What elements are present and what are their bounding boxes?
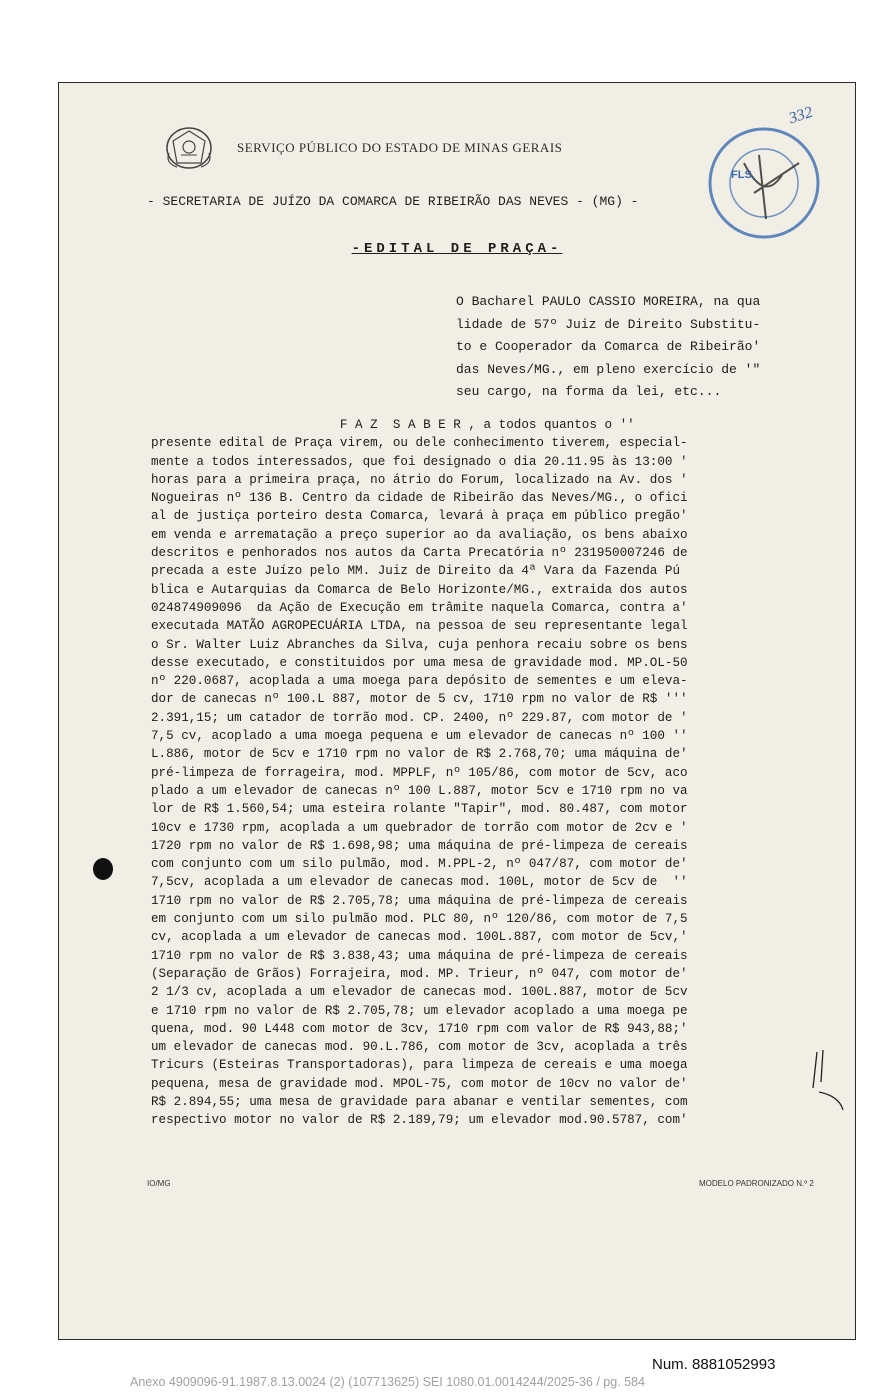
body-line: plado a um elevador de canecas nº 100 L.887, motor 5cv e 1710 rpm no va [151, 783, 688, 798]
body-line: 024874909096 da Ação de Execução em trâmite naquela Comarca, contra a' [151, 600, 688, 615]
preamble-line: seu cargo, na forma da lei, etc... [456, 384, 722, 399]
body-text [151, 416, 841, 1130]
body-line: precada a este Juízo pelo MM. Juiz de Direito da 4ª Vara da Fazenda Pú [151, 564, 681, 579]
body-line: R$ 2.894,55; uma mesa de gravidade para abanar e ventilar sementes, com [151, 1094, 688, 1109]
punch-hole [93, 858, 113, 880]
body-line: pequena, mesa de gravidade mod. MPOL-75, com motor de 10cv no valor de' [151, 1076, 688, 1091]
service-title: SERVIÇO PÚBLICO DO ESTADO DE MINAS GERAIS [237, 140, 563, 155]
body-line: cv, acoplada a um elevador de canecas mod. 100L.887, com motor de 5cv,' [151, 930, 688, 945]
document-page [58, 82, 856, 1340]
body-line: al de justiça porteiro desta Comarca, levará à praça em público pregão' [151, 509, 688, 524]
body-line: quena, mod. 90 L448 com motor de 3cv, 1710 rpm com valor de R$ 943,88;' [151, 1021, 688, 1036]
body-line: blica e Autarquias da Comarca de Belo Horizonte/MG., extraida dos autos [151, 582, 688, 597]
body-line: respectivo motor no valor de R$ 2.189,79; um elevador mod.90.5787, com' [151, 1113, 688, 1128]
secretaria-line: - SECRETARIA DE JUÍZO DA COMARCA DE RIBEIRÃO DAS NEVES - (MG) - [147, 194, 639, 209]
body-line: 7,5 cv, acoplado a uma moega pequena e um elevador de canecas nº 100 '' [151, 729, 688, 744]
body-line: 7,5cv, acoplada a um elevador de canecas mod. 100L, motor de 5cv de '' [151, 875, 688, 890]
body-line: um elevador de canecas mod. 90.L.786, com motor de 3cv, acoplada a três [151, 1040, 688, 1055]
body-line: lor de R$ 1.560,54; uma esteira rolante "Tapir", mod. 80.487, com motor [151, 802, 688, 817]
preamble-line: lidade de 57º Juiz de Direito Substitu- [456, 316, 761, 332]
annex-footer: Anexo 4909096-91.1987.8.13.0024 (2) (107713625) SEI 1080.01.0014244/2025-36 / pg. 584 [130, 1375, 646, 1389]
body-line: com conjunto com um silo pulmão, mod. M.PPL-2, nº 047/87, com motor de' [151, 857, 688, 872]
margin-signature-icon [809, 1048, 849, 1118]
body-line: 1710 rpm no valor de R$ 3.838,43; uma máquina de pré-limpeza de cereais [151, 948, 688, 963]
body-line: descritos e penhorados nos autos da Carta Precatória nº 231950007246 de [151, 546, 688, 561]
body-line: presente edital de Praça virem, ou dele conhecimento tiverem, especial- [151, 436, 688, 451]
letterhead [159, 123, 562, 173]
preamble-line: O Bacharel PAULO CASSIO MOREIRA, na qua [456, 294, 761, 309]
body-line: e 1710 rpm no valor de R$ 2.705,78; um elevador acoplado a uma moega pe [151, 1003, 688, 1018]
body-line: em venda e arrematação a preço superior ao da avaliação, os bens abaixo [151, 527, 688, 542]
stamp-page-number: 332 [786, 103, 815, 128]
form-code: IO/MG [147, 1179, 171, 1188]
document-title: -EDITAL DE PRAÇA- [351, 241, 563, 257]
body-line: F A Z S A B E R , a todos quantos o '' [151, 418, 635, 432]
preamble [456, 291, 836, 404]
body-line: 10cv e 1730 rpm, acoplada a um quebrador de torrão com motor de 2cv e ' [151, 820, 688, 835]
model-label: MODELO PADRONIZADO N.º 2 [699, 1179, 814, 1188]
body-line: em conjunto com um silo pulmão mod. PLC 80, nº 120/86, com motor de 7,5 [151, 912, 688, 927]
body-line: (Separação de Grãos) Forrajeira, mod. MP. Trieur, nº 047, com motor de' [151, 966, 688, 981]
body-line: nº 220.0687, acoplada a uma moega para depósito de sementes e um eleva- [151, 674, 688, 689]
body-line: 1720 rpm no valor de R$ 1.698,98; uma máquina de pré-limpeza de cereais [151, 838, 688, 853]
body-line: L.886, motor de 5cv e 1710 rpm no valor de R$ 2.768,70; uma máquina de' [151, 747, 688, 762]
court-seal-icon [704, 123, 824, 243]
body-line: mente a todos interessados, que foi designado o dia 20.11.95 às 13:00 ' [151, 454, 688, 469]
body-line: 2.391,15; um catador de torrão mod. CP. 2400, nº 229.87, com motor de ' [151, 710, 688, 725]
stamp-fls-label: FLS. [731, 169, 755, 181]
body-line: 2 1/3 cv, acoplada a um elevador de canecas mod. 100L.887, motor de 5cv [151, 985, 688, 1000]
body-line: Tricurs (Esteiras Transportadoras), para limpeza de cereais e uma moega [151, 1058, 688, 1073]
body-line: pré-limpeza de forrageira, mod. MPPLF, nº 105/86, com motor de 5cv, aco [151, 765, 688, 780]
body-line: 1710 rpm no valor de R$ 2.705,78; uma máquina de pré-limpeza de cereais [151, 893, 688, 908]
preamble-line: das Neves/MG., em pleno exercício de '" [456, 361, 761, 377]
preamble-line: to e Cooperador da Comarca de Ribeirão' [456, 339, 761, 354]
body-line: executada MATÃO AGROPECUÁRIA LTDA, na pessoa de seu representante legal [151, 619, 688, 634]
body-line: Nogueiras nº 136 B. Centro da cidade de Ribeirão das Neves/MG., o ofici [151, 491, 688, 506]
body-line: horas para a primeira praça, no átrio do Forum, localizado na Av. dos ' [151, 472, 688, 487]
body-line: desse executado, e constituidos por uma mesa de gravidade mod. MP.OL-50 [151, 655, 688, 670]
coat-of-arms-icon [159, 123, 219, 173]
document-number: Num. 8881052993 [652, 1356, 776, 1373]
body-line: dor de canecas nº 100.L 887, motor de 5 cv, 1710 rpm no valor de R$ ''' [151, 692, 688, 707]
body-line: o Sr. Walter Luiz Abranches da Silva, cuja penhora recaiu sobre os bens [151, 637, 688, 652]
